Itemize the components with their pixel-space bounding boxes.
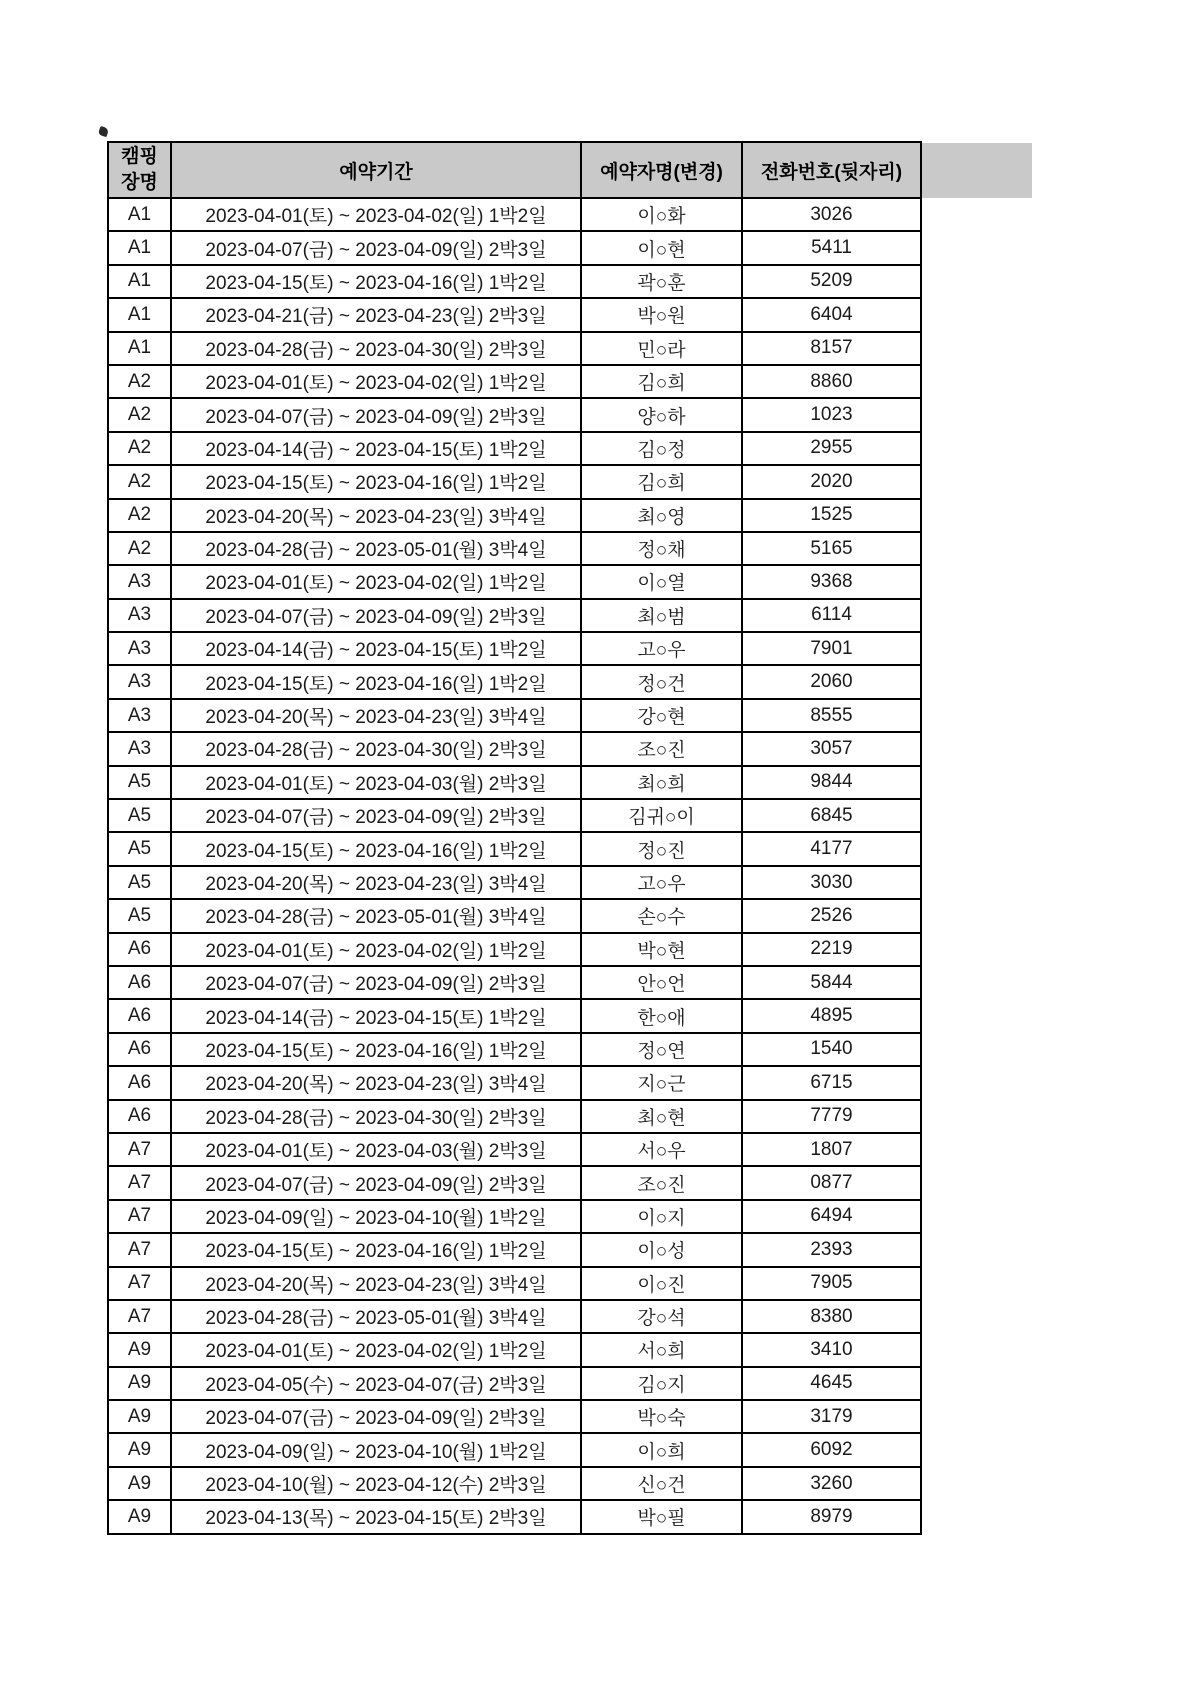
- table-row: [108, 298, 921, 331]
- column-header-name: 예약자명(변경): [581, 142, 742, 198]
- cell-phone: 5209: [742, 265, 921, 298]
- table-row: [108, 699, 921, 732]
- table-row: [108, 1500, 921, 1533]
- header-extension-block: [920, 143, 1032, 198]
- cell-name: 정○건: [581, 665, 742, 698]
- cell-name: 신○건: [581, 1467, 742, 1500]
- table-row: [108, 966, 921, 999]
- cell-period: 2023-04-01(토) ~ 2023-04-02(일) 1박2일: [171, 1333, 581, 1366]
- cell-site: A1: [108, 298, 171, 331]
- cell-phone: 2955: [742, 432, 921, 465]
- cell-phone: 3030: [742, 866, 921, 899]
- cell-site: A3: [108, 732, 171, 765]
- cell-name: 김○정: [581, 432, 742, 465]
- table-row: [108, 1166, 921, 1199]
- cell-name: 조○진: [581, 1166, 742, 1199]
- table-row: [108, 465, 921, 498]
- cell-period: 2023-04-01(토) ~ 2023-04-03(월) 2박3일: [171, 1133, 581, 1166]
- cell-site: A5: [108, 766, 171, 799]
- cell-period: 2023-04-15(토) ~ 2023-04-16(일) 1박2일: [171, 465, 581, 498]
- cell-phone: 2060: [742, 665, 921, 698]
- cell-site: A9: [108, 1367, 171, 1400]
- cell-site: A9: [108, 1433, 171, 1466]
- cell-name: 박○현: [581, 933, 742, 966]
- cell-name: 안○언: [581, 966, 742, 999]
- cell-name: 김○지: [581, 1367, 742, 1400]
- header-row: [108, 142, 921, 198]
- cell-site: A6: [108, 999, 171, 1032]
- cell-site: A9: [108, 1467, 171, 1500]
- table-row: [108, 1400, 921, 1433]
- cell-period: 2023-04-15(토) ~ 2023-04-16(일) 1박2일: [171, 832, 581, 865]
- cell-name: 최○범: [581, 599, 742, 632]
- cell-name: 최○희: [581, 766, 742, 799]
- cell-period: 2023-04-01(토) ~ 2023-04-02(일) 1박2일: [171, 365, 581, 398]
- table-row: [108, 999, 921, 1032]
- column-header-site: 캠핑장명: [108, 142, 171, 198]
- cell-period: 2023-04-28(금) ~ 2023-04-30(일) 2박3일: [171, 732, 581, 765]
- cell-name: 곽○훈: [581, 265, 742, 298]
- cell-period: 2023-04-14(금) ~ 2023-04-15(토) 1박2일: [171, 432, 581, 465]
- cell-site: A6: [108, 1100, 171, 1133]
- table-row: [108, 1367, 921, 1400]
- cell-name: 박○숙: [581, 1400, 742, 1433]
- cell-phone: 3057: [742, 732, 921, 765]
- table-row: [108, 1100, 921, 1133]
- table-row: [108, 1333, 921, 1366]
- cell-phone: 6114: [742, 599, 921, 632]
- cell-phone: 3410: [742, 1333, 921, 1366]
- cell-site: A7: [108, 1200, 171, 1233]
- cell-name: 정○연: [581, 1033, 742, 1066]
- cell-period: 2023-04-09(일) ~ 2023-04-10(월) 1박2일: [171, 1200, 581, 1233]
- table-row: [108, 198, 921, 231]
- cell-period: 2023-04-07(금) ~ 2023-04-09(일) 2박3일: [171, 599, 581, 632]
- table-row: [108, 732, 921, 765]
- cell-period: 2023-04-15(토) ~ 2023-04-16(일) 1박2일: [171, 1033, 581, 1066]
- table-row: [108, 265, 921, 298]
- cell-site: A5: [108, 899, 171, 932]
- table-row: [108, 365, 921, 398]
- cell-name: 고○우: [581, 632, 742, 665]
- cell-site: A2: [108, 398, 171, 431]
- cell-period: 2023-04-28(금) ~ 2023-05-01(월) 3박4일: [171, 1300, 581, 1333]
- cell-site: A7: [108, 1133, 171, 1166]
- cell-name: 지○근: [581, 1066, 742, 1099]
- cell-period: 2023-04-07(금) ~ 2023-04-09(일) 2박3일: [171, 966, 581, 999]
- cell-period: 2023-04-28(금) ~ 2023-05-01(월) 3박4일: [171, 899, 581, 932]
- cell-phone: 7905: [742, 1267, 921, 1300]
- cell-name: 서○희: [581, 1333, 742, 1366]
- table-row: [108, 766, 921, 799]
- cell-period: 2023-04-09(일) ~ 2023-04-10(월) 1박2일: [171, 1433, 581, 1466]
- cell-phone: 3179: [742, 1400, 921, 1433]
- cell-name: 정○진: [581, 832, 742, 865]
- table-row: [108, 398, 921, 431]
- cell-site: A9: [108, 1333, 171, 1366]
- table-row: [108, 432, 921, 465]
- table-row: [108, 832, 921, 865]
- cell-period: 2023-04-14(금) ~ 2023-04-15(토) 1박2일: [171, 999, 581, 1032]
- cell-phone: 4177: [742, 832, 921, 865]
- cell-phone: 8380: [742, 1300, 921, 1333]
- cell-period: 2023-04-10(월) ~ 2023-04-12(수) 2박3일: [171, 1467, 581, 1500]
- table-row: [108, 1133, 921, 1166]
- table-row: [108, 499, 921, 532]
- cell-site: A6: [108, 966, 171, 999]
- cell-period: 2023-04-07(금) ~ 2023-04-09(일) 2박3일: [171, 398, 581, 431]
- cell-site: A2: [108, 465, 171, 498]
- cell-site: A3: [108, 565, 171, 598]
- cell-phone: 5844: [742, 966, 921, 999]
- cell-name: 정○채: [581, 532, 742, 565]
- cell-site: A3: [108, 599, 171, 632]
- table-row: [108, 1433, 921, 1466]
- cell-name: 고○우: [581, 866, 742, 899]
- table-row: [108, 1267, 921, 1300]
- cell-period: 2023-04-05(수) ~ 2023-04-07(금) 2박3일: [171, 1367, 581, 1400]
- table-row: [108, 1200, 921, 1233]
- cell-name: 이○진: [581, 1267, 742, 1300]
- cell-phone: 6715: [742, 1066, 921, 1099]
- cell-site: A5: [108, 799, 171, 832]
- cell-name: 최○영: [581, 499, 742, 532]
- cell-site: A7: [108, 1300, 171, 1333]
- cell-phone: 3026: [742, 198, 921, 231]
- cell-phone: 6092: [742, 1433, 921, 1466]
- cell-phone: 4895: [742, 999, 921, 1032]
- cell-phone: 7779: [742, 1100, 921, 1133]
- cell-name: 양○하: [581, 398, 742, 431]
- cell-period: 2023-04-13(목) ~ 2023-04-15(토) 2박3일: [171, 1500, 581, 1533]
- cell-phone: 7901: [742, 632, 921, 665]
- table-row: [108, 1066, 921, 1099]
- cell-phone: 9844: [742, 766, 921, 799]
- cell-name: 강○현: [581, 699, 742, 732]
- cell-phone: 8555: [742, 699, 921, 732]
- cell-name: 김귀○이: [581, 799, 742, 832]
- table-row: [108, 665, 921, 698]
- cell-name: 이○현: [581, 231, 742, 264]
- cell-name: 한○애: [581, 999, 742, 1032]
- cell-phone: 5411: [742, 231, 921, 264]
- cell-period: 2023-04-01(토) ~ 2023-04-02(일) 1박2일: [171, 565, 581, 598]
- cell-site: A2: [108, 432, 171, 465]
- cell-phone: 0877: [742, 1166, 921, 1199]
- cell-name: 강○석: [581, 1300, 742, 1333]
- cell-period: 2023-04-14(금) ~ 2023-04-15(토) 1박2일: [171, 632, 581, 665]
- cell-name: 민○라: [581, 332, 742, 365]
- cell-period: 2023-04-28(금) ~ 2023-05-01(월) 3박4일: [171, 532, 581, 565]
- cell-period: 2023-04-15(토) ~ 2023-04-16(일) 1박2일: [171, 1233, 581, 1266]
- cell-site: A6: [108, 933, 171, 966]
- cell-phone: 6845: [742, 799, 921, 832]
- cell-site: A7: [108, 1166, 171, 1199]
- cell-phone: 5165: [742, 532, 921, 565]
- cell-phone: 6404: [742, 298, 921, 331]
- cell-phone: 2020: [742, 465, 921, 498]
- table-row: [108, 231, 921, 264]
- cell-phone: 2219: [742, 933, 921, 966]
- cell-period: 2023-04-15(토) ~ 2023-04-16(일) 1박2일: [171, 265, 581, 298]
- cell-phone: 8860: [742, 365, 921, 398]
- cell-name: 김○희: [581, 465, 742, 498]
- column-header-phone: 전화번호(뒷자리): [742, 142, 921, 198]
- table-row: [108, 565, 921, 598]
- cell-period: 2023-04-21(금) ~ 2023-04-23(일) 2박3일: [171, 298, 581, 331]
- cell-period: 2023-04-07(금) ~ 2023-04-09(일) 2박3일: [171, 1166, 581, 1199]
- cell-name: 손○수: [581, 899, 742, 932]
- cell-site: A1: [108, 332, 171, 365]
- table-row: [108, 1300, 921, 1333]
- cell-phone: 2526: [742, 899, 921, 932]
- cell-period: 2023-04-01(토) ~ 2023-04-02(일) 1박2일: [171, 933, 581, 966]
- cell-site: A3: [108, 699, 171, 732]
- cell-period: 2023-04-20(목) ~ 2023-04-23(일) 3박4일: [171, 1267, 581, 1300]
- cell-site: A1: [108, 231, 171, 264]
- cell-site: A9: [108, 1500, 171, 1533]
- table-row: [108, 632, 921, 665]
- cell-site: A6: [108, 1066, 171, 1099]
- cell-site: A2: [108, 499, 171, 532]
- cell-phone: 3260: [742, 1467, 921, 1500]
- cell-period: 2023-04-20(목) ~ 2023-04-23(일) 3박4일: [171, 499, 581, 532]
- cell-site: A3: [108, 632, 171, 665]
- cell-site: A3: [108, 665, 171, 698]
- table-row: [108, 1467, 921, 1500]
- cell-name: 이○화: [581, 198, 742, 231]
- column-header-period: 예약기간: [171, 142, 581, 198]
- cell-phone: 2393: [742, 1233, 921, 1266]
- cell-site: A6: [108, 1033, 171, 1066]
- cell-site: A1: [108, 198, 171, 231]
- cell-name: 이○지: [581, 1200, 742, 1233]
- cell-site: A2: [108, 365, 171, 398]
- cell-phone: 8157: [742, 332, 921, 365]
- cell-phone: 9368: [742, 565, 921, 598]
- cell-site: A5: [108, 866, 171, 899]
- table-row: [108, 1233, 921, 1266]
- cell-site: A7: [108, 1267, 171, 1300]
- table-header: [108, 142, 921, 198]
- table-row: [108, 866, 921, 899]
- cell-period: 2023-04-07(금) ~ 2023-04-09(일) 2박3일: [171, 799, 581, 832]
- cell-site: A5: [108, 832, 171, 865]
- cell-name: 최○현: [581, 1100, 742, 1133]
- cell-phone: 1807: [742, 1133, 921, 1166]
- table-row: [108, 899, 921, 932]
- cell-period: 2023-04-07(금) ~ 2023-04-09(일) 2박3일: [171, 231, 581, 264]
- cell-phone: 1540: [742, 1033, 921, 1066]
- cell-name: 서○우: [581, 1133, 742, 1166]
- cell-site: A1: [108, 265, 171, 298]
- cell-phone: 1525: [742, 499, 921, 532]
- cell-name: 박○필: [581, 1500, 742, 1533]
- cell-period: 2023-04-20(목) ~ 2023-04-23(일) 3박4일: [171, 866, 581, 899]
- table-row: [108, 332, 921, 365]
- cell-period: 2023-04-20(목) ~ 2023-04-23(일) 3박4일: [171, 699, 581, 732]
- table-row: [108, 1033, 921, 1066]
- reservation-table: [107, 141, 922, 1535]
- table-body: [108, 198, 921, 1534]
- cell-period: 2023-04-28(금) ~ 2023-04-30(일) 2박3일: [171, 332, 581, 365]
- cell-site: A2: [108, 532, 171, 565]
- table-row: [108, 599, 921, 632]
- table-row: [108, 532, 921, 565]
- cell-period: 2023-04-01(토) ~ 2023-04-03(월) 2박3일: [171, 766, 581, 799]
- cell-name: 이○희: [581, 1433, 742, 1466]
- cell-name: 김○희: [581, 365, 742, 398]
- cell-phone: 1023: [742, 398, 921, 431]
- cell-period: 2023-04-28(금) ~ 2023-04-30(일) 2박3일: [171, 1100, 581, 1133]
- cell-phone: 6494: [742, 1200, 921, 1233]
- cell-phone: 8979: [742, 1500, 921, 1533]
- cell-site: A7: [108, 1233, 171, 1266]
- cell-period: 2023-04-20(목) ~ 2023-04-23(일) 3박4일: [171, 1066, 581, 1099]
- cell-period: 2023-04-15(토) ~ 2023-04-16(일) 1박2일: [171, 665, 581, 698]
- cell-name: 조○진: [581, 732, 742, 765]
- table-row: [108, 933, 921, 966]
- stray-mark: [98, 126, 109, 137]
- cell-phone: 4645: [742, 1367, 921, 1400]
- cell-name: 이○성: [581, 1233, 742, 1266]
- cell-name: 박○원: [581, 298, 742, 331]
- cell-period: 2023-04-01(토) ~ 2023-04-02(일) 1박2일: [171, 198, 581, 231]
- cell-period: 2023-04-07(금) ~ 2023-04-09(일) 2박3일: [171, 1400, 581, 1433]
- cell-site: A9: [108, 1400, 171, 1433]
- table-row: [108, 799, 921, 832]
- cell-name: 이○열: [581, 565, 742, 598]
